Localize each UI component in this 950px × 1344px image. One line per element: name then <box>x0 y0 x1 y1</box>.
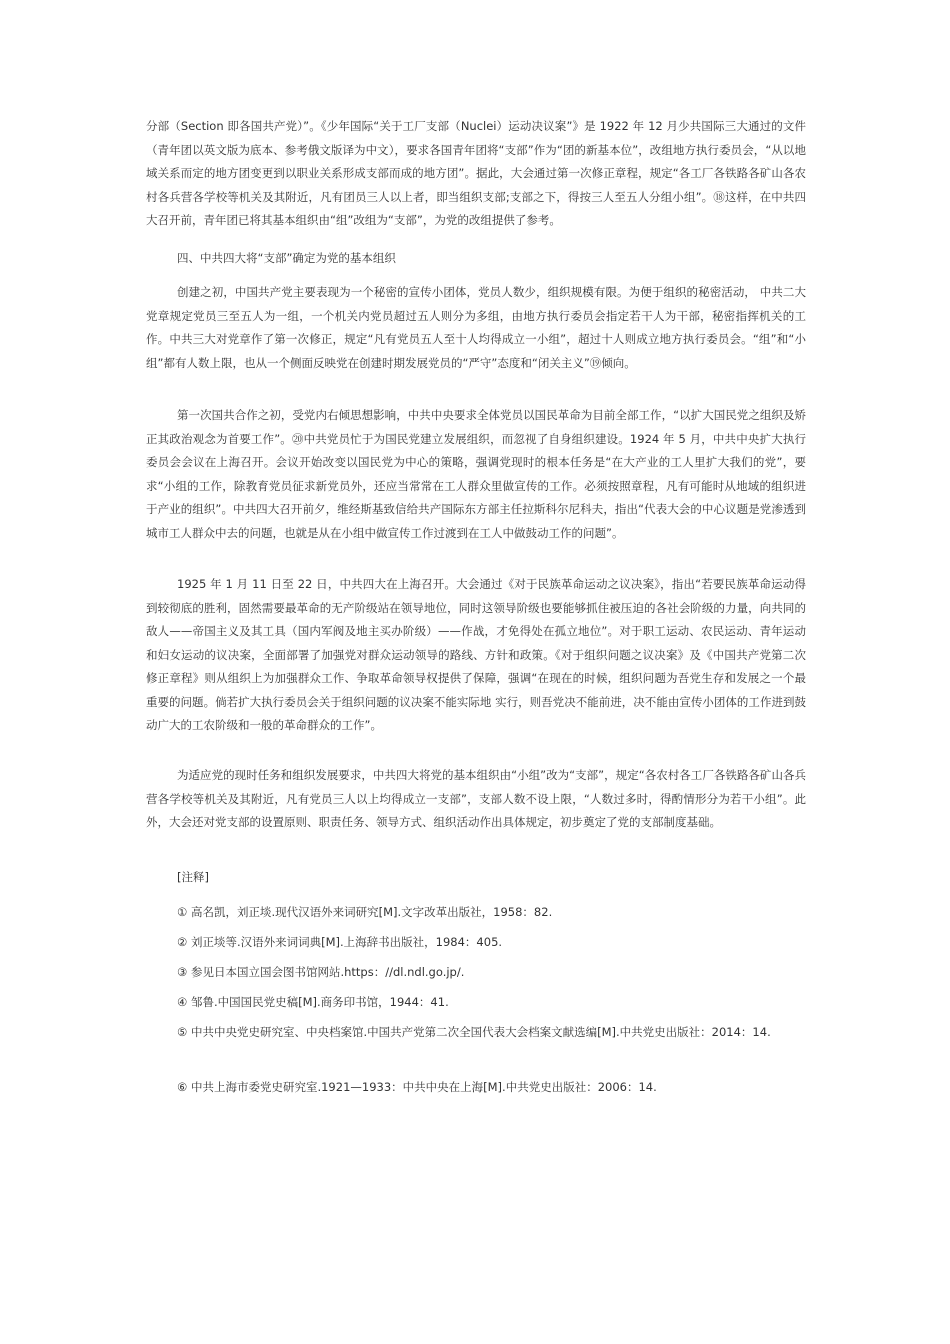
note-item: ④ 邹鲁.中国国民党史稿[M].商务印书馆，1944：41. <box>177 995 449 1009</box>
note-item: ⑥ 中共上海市委党史研究室.1921—1933：中共中央在上海[M].中共党史出版社：2006：14. <box>177 1080 657 1094</box>
section-heading: 四、中共四大将“支部”确定为党的基本组织 <box>177 251 396 265</box>
paragraph-first-cooperation: 第一次国共合作之初，受党内右倾思想影响，中共中央要求全体党员以国民革命为目前全部工作，“以扩大国民党之组织及矫正其政治观念为首要工作”。⑳中共党员忙于为国民党建立发展组织，而忽视了自身组织建设。1924 年 5 月，中共中央扩大执行委员会会议在上海召开。会议开始改变以国民党为中心的策略，强调党现时的根本任务是“在大产业的工人里扩大我们的党”，要求“小组的工作，除教育党员征求新党员外，还应当常常在工人群众里做宣传的工作。必须按照章程，凡有可能时从地域的组织进于产业的组织”。中共四大召开前夕，维经斯基致信给共产国际东方部主任拉斯科尔尼科夫，指出“代表大会的中心议题是党渗透到城市工人群众中去的问题，也就是从在小组中做宣传工作过渡到在工人中做鼓动工作的问题”。 <box>146 408 806 540</box>
paragraph-branch-reform: 为适应党的现时任务和组织发展要求，中共四大将党的基本组织由“小组”改为“支部”，规定“各农村各工厂各铁路各矿山各兵营各学校等机关及其附近，凡有党员三人以上均得成立一支部”，支部人数不设上限，“人数过多时，得酌情形分为若干小组”。此外，大会还对党支部的设置原则、职责任务、领导方式、组织活动作出具体规定，初步奠定了党的支部制度基础。 <box>146 768 806 829</box>
notes-heading: [注释] <box>177 870 209 884</box>
note-item: ③ 参见日本国立国会图书馆网站.https：//dl.ndl.go.jp/. <box>177 965 465 979</box>
note-item: ② 刘正埮等.汉语外来词词典[M].上海辞书出版社，1984：405. <box>177 935 503 949</box>
note-item: ① 高名凯，刘正埮.现代汉语外来词研究[M].文字改革出版社，1958：82. <box>177 905 553 919</box>
paragraph-youth-league: 分部（Section 即各国共产党）”。《少年国际“关于工厂支部（Nuclei）运动决议案”》是 1922 年 12 月少共国际三大通过的文件（青年团以英文版为底本、参考俄文版译为中文），要求各国青年团将“支部”作为“团的新基本位”，改组地方执行委员会，“从以地域关系而定的地方团变更到以职业关系形成支部而成的地方团”。据此，大会通过第一次修正章程，规定“各工厂各铁路各矿山各农村各兵营各学校等机关及其附近，凡有团员三人以上者，即当组织支部;支部之下，得按三人至五人分组小组”。⑱这样，在中共四大召开前，青年团已将其基本组织由“组”改组为“支部”，为党的改组提供了参考。 <box>146 119 806 227</box>
note-item: ⑤ 中共中央党史研究室、中央档案馆.中国共产党第二次全国代表大会档案文献选编[M].中共党史出版社：2014：14. <box>177 1025 771 1039</box>
paragraph-founding: 创建之初，中国共产党主要表现为一个秘密的宣传小团体，党员人数少，组织规模有限。为便于组织的秘密活动， 中共二大党章规定党员三至五人为一组，一个机关内党员超过五人则分为多组，由地方执行委员会指定若干人为干部，秘密指挥机关的工作。中共三大对党章作了第一次修正，规定“凡有党员五人至十人均得成立一小组”，超过十人则成立地方执行委员会。“组”和“小组”都有人数上限，也从一个侧面反映党在创建时期发展党员的“严守”态度和“闭关主义”⑲倾向。 <box>146 285 806 370</box>
paragraph-fourth-congress: 1925 年 1 月 11 日至 22 日，中共四大在上海召开。大会通过《对于民族革命运动之议决案》，指出“若要民族革命运动得到较彻底的胜利，固然需要最革命的无产阶级站在领导地位，同时这领导阶级也要能够抓住被压迫的各社会阶级的力量，向共同的敌人——帝国主义及其工具（国内军阀及地主买办阶级）——作战，才免得处在孤立地位”。对于职工运动、农民运动、青年运动和妇女运动的议决案，全面部署了加强党对群众运动领导的路线、方针和政策。《对于组织问题之议决案》及《中国共产党第二次修正章程》则从组织上为加强群众工作、争取革命领导权提供了保障，强调“在现在的时候，组织问题为吾党生存和发展之一个最重要的问题。倘若扩大执行委员会关于组织问题的议决案不能实际地 实行，则吾党决不能前进，决不能由宣传小团体的工作进到鼓动广大的工农阶级和一般的革命群众的工作”。 <box>146 577 806 732</box>
